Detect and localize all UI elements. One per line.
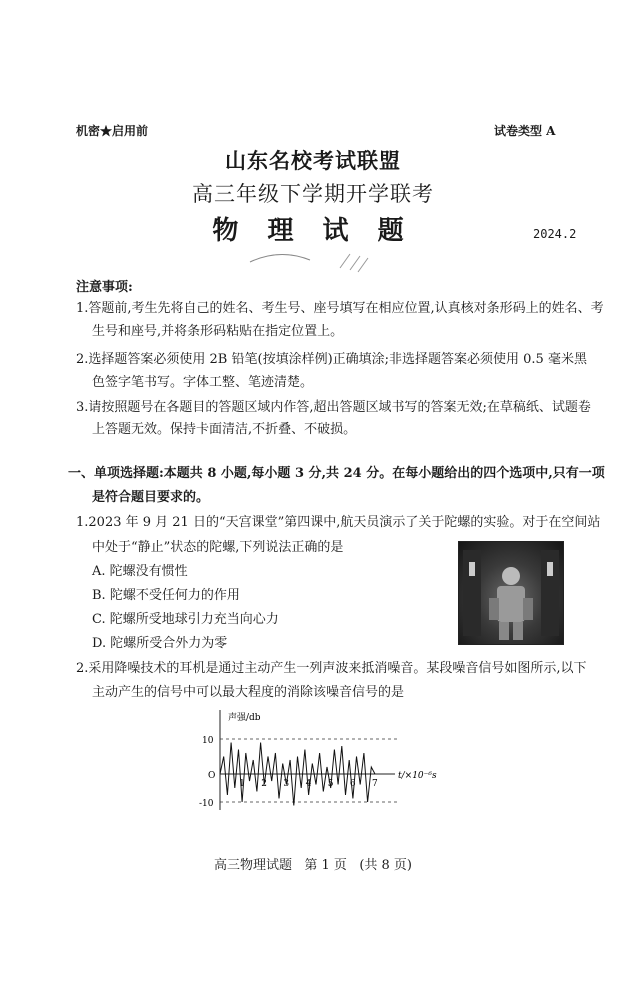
- question-1-option-c: C. 陀螺所受地球引力充当向心力: [92, 612, 279, 627]
- page-footer: 高三物理试题 第 1 页 (共 8 页): [213, 858, 412, 873]
- exam-union-title: 山东名校考试联盟: [225, 148, 401, 173]
- question-1-option-d: D. 陀螺所受合外力为零: [92, 636, 228, 651]
- note-3-line-1: 3.请按照题号在各题目的答题区域内作答,超出答题区域书写的答案无效;在草稿纸、试题卷: [76, 400, 591, 415]
- section-1-line-2: 是符合题目要求的。: [92, 490, 210, 505]
- question-2-line-2: 主动产生的信号中可以最大程度的消除该噪音信号的是: [92, 685, 405, 700]
- y-tick-neg-10: -10: [199, 799, 214, 809]
- question-2-line-1: 2.采用降噪技术的耳机是通过主动产生一列声波来抵消噪音。某段噪音信号如图所示,以下: [76, 661, 587, 676]
- space-station-photo: [458, 541, 564, 645]
- note-2-line-1: 2.选择题答案必须使用 2B 铅笔(按填涂样例)正确填涂;非选择题答案必须使用 0.5 毫米黑: [76, 352, 587, 367]
- x-axis-label: t/×10⁻⁶s: [398, 771, 437, 781]
- subject-title: 物 理 试 题: [212, 216, 414, 246]
- paper-type-label: 试卷类型 A: [494, 124, 556, 138]
- noise-signal-chart: [195, 706, 470, 816]
- note-2-line-2: 色签字笔书写。字体工整、笔迹清楚。: [92, 375, 314, 390]
- question-1-option-a: A. 陀螺没有惯性: [92, 564, 188, 579]
- x-tick-6: 6: [349, 779, 356, 789]
- question-1-option-b: B. 陀螺不受任何力的作用: [92, 588, 240, 603]
- note-3-line-2: 上答题无效。保持卡面清洁,不折叠、不破损。: [92, 422, 357, 437]
- x-tick-4: 4: [305, 779, 312, 789]
- question-1-line-2: 中处于“静止”状态的陀螺,下列说法正确的是: [92, 540, 344, 555]
- x-tick-2: 2: [261, 779, 268, 789]
- x-tick-1: 1: [239, 779, 245, 789]
- y-axis-label: 声强/db: [228, 713, 261, 723]
- y-tick-10: 10: [202, 736, 214, 746]
- origin-label: O: [208, 771, 216, 781]
- exam-subtitle: 高三年级下学期开学联考: [192, 182, 434, 206]
- notes-heading: 注意事项:: [76, 280, 133, 295]
- confidential-label: 机密★启用前: [76, 124, 149, 138]
- question-1-line-1: 1.2023 年 9 月 21 日的“天宫课堂”第四课中,航天员演示了关于陀螺的实验。对于在空间站: [76, 515, 601, 530]
- exam-date: 2024.2: [533, 227, 577, 241]
- x-tick-3: 3: [283, 779, 290, 789]
- note-1-line-2: 生号和座号,并将条形码粘贴在指定位置上。: [92, 324, 344, 339]
- astronaut-figure: [459, 542, 563, 644]
- pen-marks: [240, 240, 400, 280]
- section-1-line-1: 一、单项选择题:本题共 8 小题,每小题 3 分,共 24 分。在每小题给出的四个选项中,只有一项: [68, 466, 605, 481]
- note-1-line-1: 1.答题前,考生先将自己的姓名、考生号、座号填写在相应位置,认真核对条形码上的姓名、考: [76, 301, 604, 316]
- x-tick-7: 7: [372, 779, 378, 789]
- x-tick-5: 5: [327, 779, 334, 789]
